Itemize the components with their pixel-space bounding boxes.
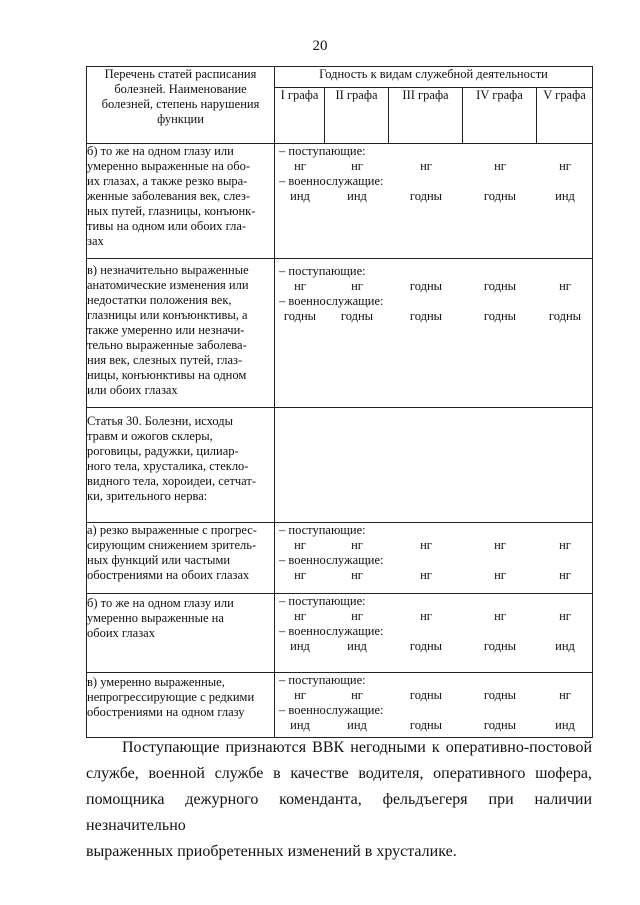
values-servicemen: нг нг нг нг нг [294, 568, 571, 582]
category-applicants: – поступающие: [279, 144, 366, 158]
header-article-list: Перечень статей расписания болезней. Наименование болезней, степень нарушения функции [87, 67, 275, 144]
page-number: 20 [312, 38, 328, 54]
category-servicemen: – военнослужащие: [279, 294, 384, 308]
row-values [275, 523, 593, 594]
table-row [87, 259, 593, 408]
row-values [275, 673, 593, 738]
values-servicemen: инд инд годны годны инд [290, 639, 575, 653]
row-description: б) то же на одном глазу или умеренно выраженные на обоих глазах [87, 594, 275, 673]
row-values-empty [275, 408, 593, 523]
table-row [87, 594, 593, 673]
category-servicemen: – военнослужащие: [279, 553, 384, 567]
table-row [87, 523, 593, 594]
header-column-2: II графа [325, 88, 389, 144]
values-applicants: нг нг нг нг нг [294, 538, 571, 552]
category-applicants: – поступающие: [279, 594, 366, 608]
row-values [275, 259, 593, 408]
header-column-1: I графа [275, 88, 325, 144]
header-column-5: V графа [537, 88, 593, 144]
row-description: в) незначительно выраженные анатомические изменения или недостатки положения век, глазницы или конъюнктивы, а также умеренно или незначи- тельно выраженные заболева- ния век, слезных путей, глаз- ницы, конъюнктивы на одном или обоих глазах [87, 259, 275, 408]
header-fitness: Годность к видам служебной деятельности [275, 67, 593, 88]
row-description: в) умеренно выраженные, непрогрессирующие с редкими обострениями на одном глазу [87, 673, 275, 738]
table-row [87, 673, 593, 738]
values-applicants: нг нг нг нг нг [294, 609, 571, 623]
values-applicants: нг нг нг нг нг [294, 159, 571, 173]
row-values [275, 594, 593, 673]
table-row [87, 408, 593, 523]
disease-schedule-table [86, 66, 593, 738]
category-applicants: – поступающие: [279, 264, 366, 278]
values-applicants: нг нг годны годны нг [294, 688, 571, 702]
values-applicants: нг нг годны годны нг [294, 279, 571, 293]
row-description: б) то же на одном глазу или умеренно выраженные на обо- их глазах, а также резко выра- женные заболевания век, слез- ных путей, глазницы, конъюнк- тивы на одном или обоих гла- зах [87, 144, 275, 259]
category-applicants: – поступающие: [279, 523, 366, 537]
category-servicemen: – военнослужащие: [279, 624, 384, 638]
values-servicemen: инд инд годны годны инд [290, 718, 575, 732]
category-servicemen: – военнослужащие: [279, 703, 384, 717]
values-servicemen: годны годны годны годны годны [283, 309, 582, 323]
table-row [87, 144, 593, 259]
footnote-paragraph: Поступающие признаются ВВК негодными к оперативно-постовой службе, военной службе в качестве водителя, оперативного шофера, помощника дежурного коменданта, фельдъегеря при наличии незначительно выраженных приобретенных изменений в хрусталике. [86, 739, 592, 860]
header-column-3: III графа [389, 88, 463, 144]
header-column-4: IV графа [463, 88, 537, 144]
row-values [275, 144, 593, 259]
category-servicemen: – военнослужащие: [279, 174, 384, 188]
values-servicemen: инд инд годны годны инд [290, 189, 575, 203]
article-heading: Статья 30. Болезни, исходы травм и ожогов склеры, роговицы, радужки, цилиар- ного тела, хрусталика, стекло- видного тела, хороидеи, сетчат- ки, зрительного нерва: [87, 408, 275, 523]
row-description: а) резко выраженные с прогрес- сирующим снижением зритель- ных функций или частыми обострениями на обоих глазах [87, 523, 275, 594]
category-applicants: – поступающие: [279, 673, 366, 687]
